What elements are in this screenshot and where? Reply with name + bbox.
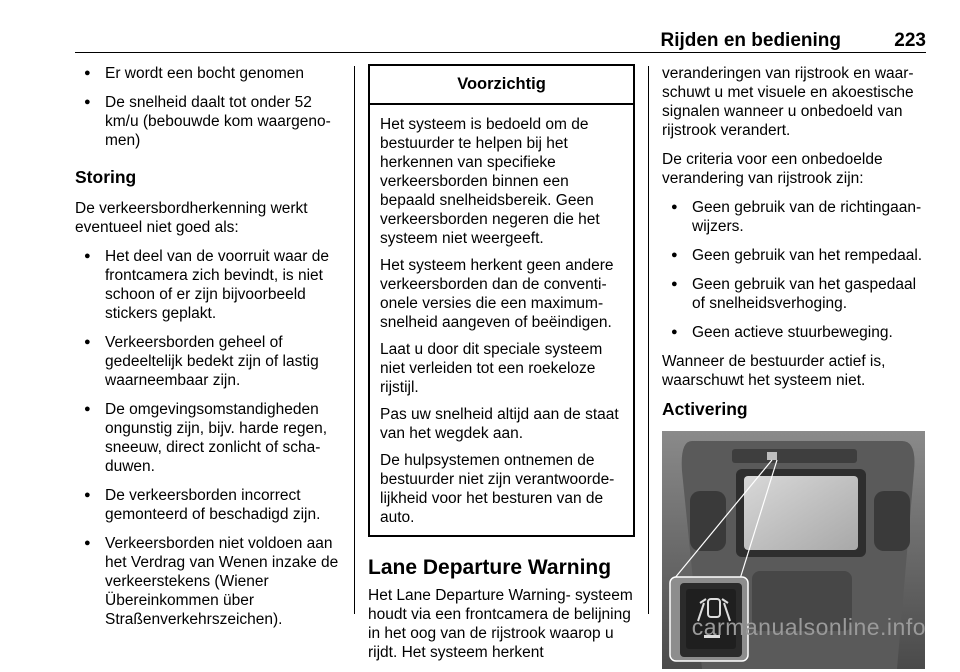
list-item: ● Geen gebruik van het gaspedaal of snelheidsverhoging. <box>662 275 927 313</box>
column-divider-left <box>354 66 355 614</box>
active-driver-text: Wanneer de bestuurder actief is, waarschuwt het systeem niet. <box>662 353 886 389</box>
criteria-bullet-list <box>662 198 927 342</box>
ldw-text: Het Lane Departure Warning- systeem houdt via een frontcamera de belijning in het oog van de rijstrook waarop u rijdt. Het systeem herkent <box>368 587 633 661</box>
storing-intro: De verkeersbordherkenning werkt eventueel niet goed als: <box>75 200 308 236</box>
column-2 <box>368 64 635 672</box>
caution-paragraph: Pas uw snelheid altijd aan de staat van het wegdek aan. <box>380 406 619 442</box>
page-number: 223 <box>894 30 926 51</box>
section-title: Rijden en bediening <box>660 30 841 51</box>
list-item: ● De verkeersborden incorrect gemonteerd of beschadigd zijn. <box>75 486 345 524</box>
list-item: ● Verkeersborden niet voldoen aan het Verdrag van Wenen inzake de verkeerstekens (Wiener Übereinkommen über Straßenverkehrszeichen). <box>75 534 345 629</box>
list-item: ● Er wordt een bocht genomen <box>75 64 345 83</box>
bullet-list-top <box>75 64 345 150</box>
list-item: ● Geen gebruik van de richtingaan‐ wijzers. <box>662 198 927 236</box>
storing-bullet-list <box>75 247 345 629</box>
page-header <box>75 30 926 52</box>
caution-paragraph: Het systeem is bedoeld om de bestuurder te helpen bij het herkennen van specifieke verkeersborden binnen een bepaald snelheidsbereik. Geen verkeersborden negeren die het systeem niet weergeeft. <box>380 116 600 247</box>
list-item: ● Verkeersborden geheel of gedeeltelijk bedekt zijn of lastig waarneembaar zijn. <box>75 333 345 390</box>
list-item: ● Geen gebruik van het rempedaal. <box>662 246 927 265</box>
column-divider-right <box>648 66 649 614</box>
criteria-intro: De criteria voor een onbedoelde verandering van rijstrook zijn: <box>662 151 883 187</box>
column-3 <box>662 64 927 669</box>
ldw-heading: Lane Departure Warning <box>368 556 612 579</box>
ldw-intro-continued: veranderingen van rijstrook en waar‐ schuwt u met visuele en akoestische signalen wanneer u onbedoeld van rijstrook verandert. <box>662 65 914 139</box>
activering-heading: Activering <box>662 399 748 419</box>
storing-heading: Storing <box>75 167 137 187</box>
header-rule <box>75 52 926 53</box>
list-item: ● Geen actieve stuurbeweging. <box>662 323 927 342</box>
caution-body <box>370 105 633 527</box>
list-item: ● Het deel van de voorruit waar de frontcamera zich bevindt, is niet schoon of er zijn bijvoorbeeld stickers geplakt. <box>75 247 345 323</box>
column-1 <box>75 64 345 639</box>
caution-paragraph: Laat u door dit speciale systeem niet verleiden tot een roekeloze rijstijl. <box>380 341 603 396</box>
caution-paragraph: Het systeem herkent geen andere verkeersborden dan de conventi‐ onele versies die een maximum‐ snelheid aangeven of beëindigen. <box>380 257 614 331</box>
caution-title: Voorzichtig <box>370 66 633 105</box>
caution-paragraph: De hulpsystemen ontnemen de bestuurder niet zijn verantwoorde‐ lijkheid voor het besturen van de auto. <box>380 452 615 526</box>
caution-box <box>368 64 635 537</box>
watermark: carmanualsonline.info <box>691 614 926 640</box>
list-item: ● De snelheid daalt tot onder 52 km/u (bebouwde kom waargeno‐ men) <box>75 93 345 150</box>
list-item: ● De omgevingsomstandigheden ongunstig zijn, bijv. harde regen, sneeuw, direct zonlicht of scha‐ duwen. <box>75 400 345 476</box>
